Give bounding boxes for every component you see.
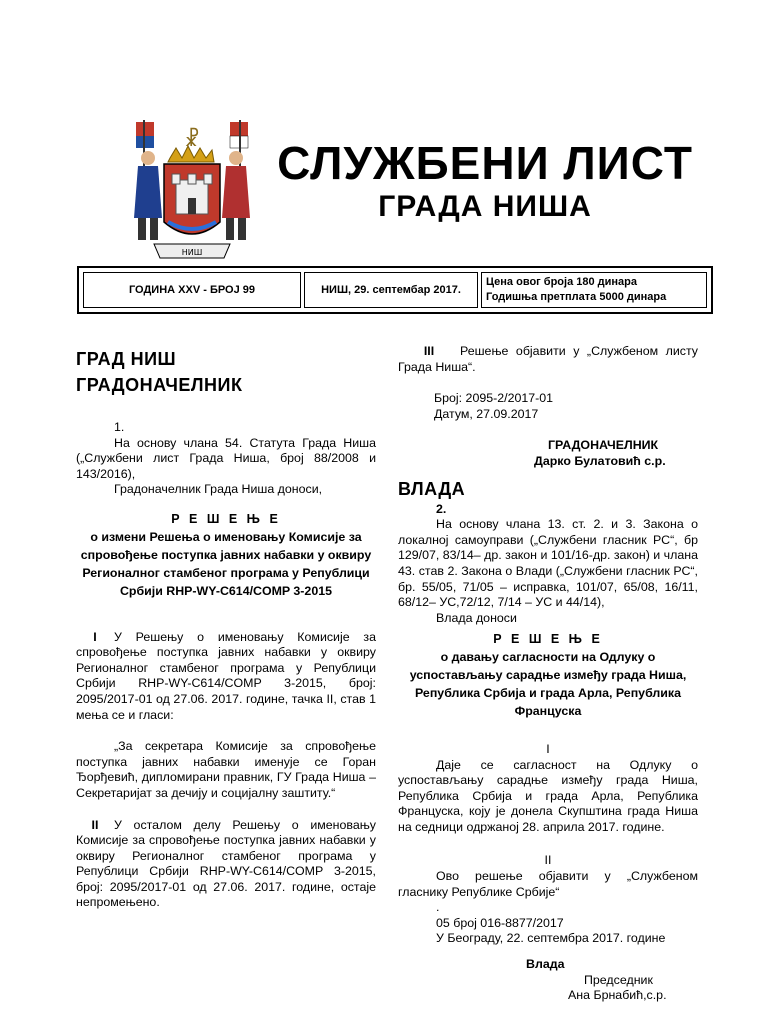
issue-info-bar — [77, 266, 713, 314]
section-2 — [76, 818, 376, 912]
item-number: 1. — [114, 420, 125, 434]
city-crest-logo — [118, 118, 266, 268]
gov-reference-place-date: У Београду, 22. септембра 2017. године — [436, 931, 666, 946]
issue-date: НИШ, 29. септембар 2017. — [304, 272, 478, 308]
gov-intro-text: На основу члана 13. ст. 2. и 3. Закона о локалној самоуправи („Службени гласник РС“, бр 129/07, 83/14– др. закон и 101/16-др. закон) и члана 43. став 2. Закона о Влади („Службени гласник РС“, бр. 55/05, 71/05 – исправка, 101/07, 65/08, 16/11, 68/12– УС,72/12, 7/14 – УС и 44/14), — [398, 517, 698, 610]
svg-text:☧: ☧ — [184, 127, 200, 151]
issue-number: ГОДИНА XXV - БРОЈ 99 — [83, 272, 301, 308]
section-heading-mayor: ГРАДОНАЧЕЛНИК — [76, 375, 243, 395]
document-date: Датум, 27.09.2017 — [434, 406, 539, 421]
price-info — [481, 272, 707, 308]
signer-name: Дарко Булатовић с.р. — [534, 453, 666, 468]
section-2-number: II — [91, 817, 99, 832]
gov-decision-title: Р Е Ш Е Њ Е — [493, 632, 603, 647]
annual-subscription: Годишња претплата 5000 динара — [486, 291, 667, 303]
item-number-2: 2. — [436, 501, 447, 516]
issue-price: Цена овог броја 180 динара — [486, 276, 638, 288]
gov-intro-text-2: Влада доноси — [436, 610, 517, 625]
decision-title: Р Е Ш Е Њ Е — [171, 511, 281, 526]
decision-subject: о измени Решења о именовању Комисије за спровођење поступка јавних набавки у оквиру Регионалног стамбеног програма у Републици Србији RHP-WY-C614/COMP 3-2015 — [80, 529, 372, 598]
quote-text: „За секретара Комисије за спровођење поступка јавних набавки именује се Горан Ђорђевић, дипломирани правник, ГУ Града Ниша – Секретаријат за дечију и социјалну заштиту.“ — [76, 739, 376, 800]
svg-text:НИШ: НИШ — [181, 248, 203, 257]
section-2-text: У осталом делу Решењу о именовању Комисије за спровођење поступка јавних набавки у оквиру Регионалног стамбеног програма у Републици Србији RHP-WY-C614/COMP 3-2015, број: 2095/2017-01 од 27.06. 2017. године, остаје непромењено. — [76, 817, 376, 910]
president-name: Ана Брнабић,с.р. — [568, 988, 667, 1003]
gov-section-1-text: Даје се сагласност на Одлуку о успостављању сарадње између града Ниша, Република Србија и града Арла, Република Француска, коју је донела Скупштина града Ниша на седници одржаној 28. априла 2017. године. — [398, 757, 698, 834]
intro-text-2: Градоначелник Града Ниша доноси, — [114, 482, 323, 497]
signer-title: ГРАДОНАЧЕЛНИК — [548, 438, 659, 453]
intro-text: На основу члана 54. Статута Града Ниша („Службени лист Града Ниша, број 88/2008 и 143/2016), — [76, 435, 376, 481]
gov-reference-number: 05 број 016-8877/2017 — [436, 915, 564, 930]
section-1 — [76, 630, 376, 724]
section-heading-city: ГРАД НИШ — [76, 349, 177, 369]
document-number: Број: 2095-2/2017-01 — [434, 391, 554, 406]
section-1-number: I — [93, 629, 97, 644]
publication-title: СЛУЖБЕНИ ЛИСТ — [277, 137, 693, 189]
government-label: Влада — [526, 957, 565, 972]
left-column — [76, 346, 376, 911]
section-3-number: III — [423, 344, 435, 358]
publication-subtitle: ГРАДА НИША — [378, 190, 592, 223]
section-1-text: У Решењу о именовању Комисије за спровођење поступка јавних набавки у оквиру Регионалног стамбеног програма у Републици Србији RHP-WY-C614/COMP 3-2015, број: 2095/2017-01 од 27.06. 2017. године, тачка II, став 1 мења се и гласи: — [76, 629, 376, 722]
section-heading-government: ВЛАДА — [398, 478, 466, 499]
right-column — [398, 344, 698, 1004]
section-3 — [398, 344, 698, 375]
separator-dot: . — [436, 900, 440, 915]
gov-decision-subject: о давању сагласности на Одлуку о успостављању сарадње између града Ниша, Република Србија и града Арла, Република Француска — [409, 649, 687, 718]
gov-section-2-number: II — [544, 853, 552, 868]
president-title: Председник — [584, 972, 653, 987]
section-3-text: Решење објавити у „Службеном листу Града Ниша“. — [398, 344, 698, 374]
gov-section-1-number: I — [546, 741, 550, 756]
gov-section-2-text: Ово решење објавити у „Службеном гласнику Републике Србије“ — [398, 869, 698, 899]
